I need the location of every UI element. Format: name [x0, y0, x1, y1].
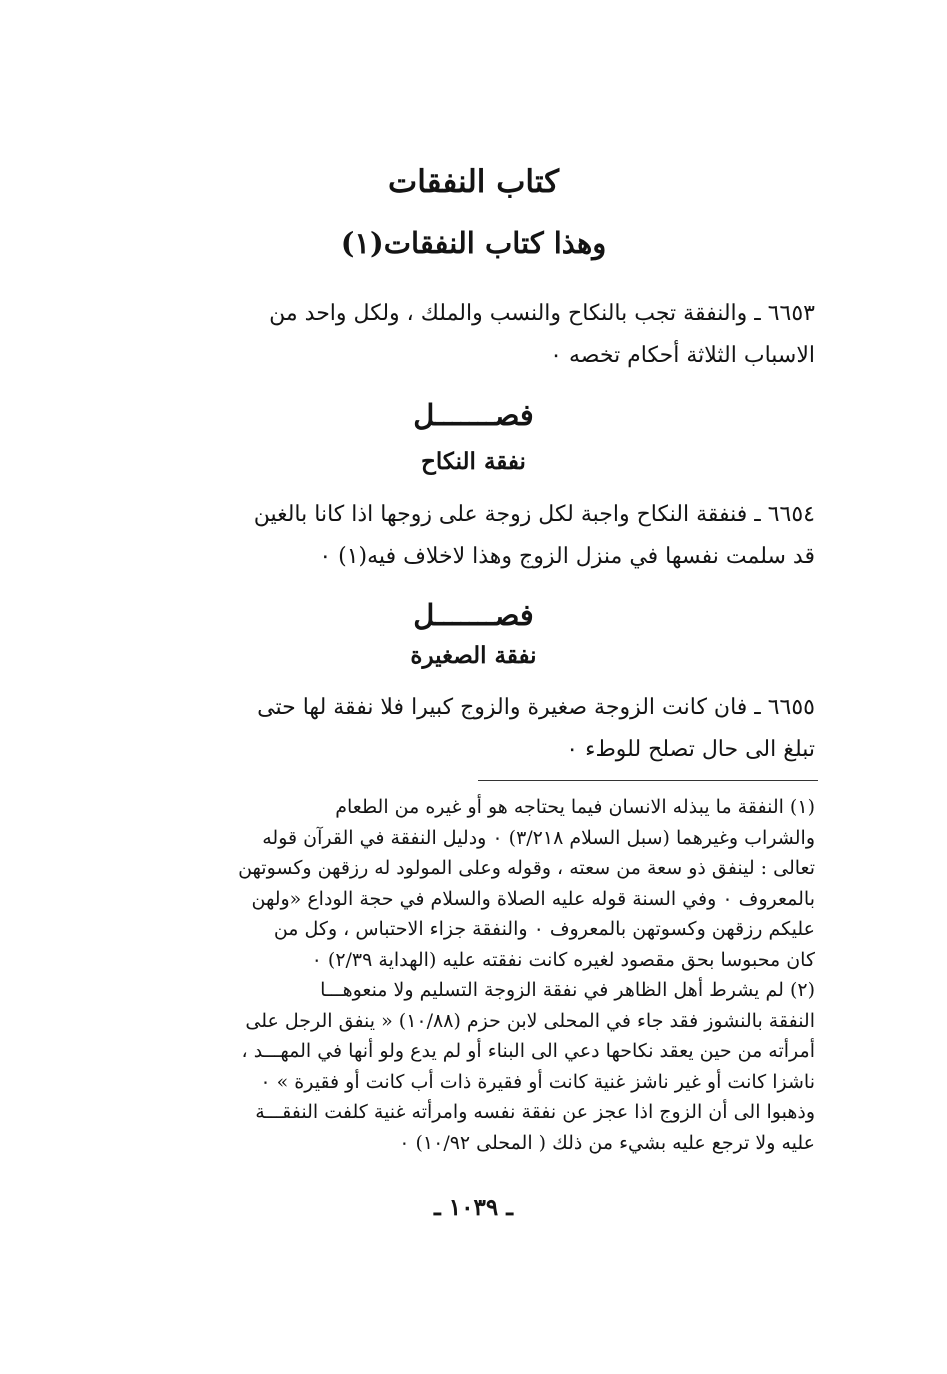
- chapter-heading: وهذا كتاب النفقات(١): [340, 226, 607, 260]
- footnote-line: بالمعروف ٠ وفي السنة قوله عليه الصلاة والسلام في حجة الوداع «ولهن: [251, 887, 815, 910]
- paragraph-line: تبلغ الى حال تصلح للوطء ٠: [566, 737, 815, 762]
- footnote-line: تعالى : لينفق ذو سعة من سعته ، وقوله وعلى المولود له رزقهن وكسوتهن: [238, 857, 815, 879]
- footnote-1: [175, 792, 815, 975]
- paragraph-line: ٦٦٥٤ ـ فنفقة النكاح واجبة لكل زوجة على زوجها اذا كانا بالغين: [253, 502, 815, 527]
- footnote-line: كان محبوسا بحق مقصود لغيره كانت نفقته عليه (الهداية ٢/٣٩) ٠: [311, 948, 815, 971]
- page-number: ـ ١٠٣٩ ـ: [434, 1194, 513, 1221]
- footnote-line: والشراب وغيرهما (سبل السلام ٣/٢١٨) ٠ ودليل النفقة في القرآن قوله: [262, 826, 815, 849]
- footnote-divider: [478, 780, 818, 781]
- footnote-line: عليكم رزقهن وكسوتهن بالمعروف ٠ والنفقة جزاء الاحتباس ، وكل من: [273, 918, 815, 940]
- footnote-line: وذهبوا الى أن الزوج اذا عجز عن نفقة نفسه وامرأته غنية كلفت النفقـــة: [255, 1101, 815, 1123]
- paragraph-6654: [175, 494, 815, 578]
- footnote-line: النفقة بالنشوز فقد جاء في المحلى لابن حزم (١٠/٨٨) « ينفق الرجل على: [245, 1009, 815, 1032]
- footnote-line: (٢) لم يشرط أهل الظاهر في نفقة الزوجة التسليم ولا منعوهـــا: [320, 979, 815, 1001]
- section-subtitle-2: نفقة الصغيرة: [410, 642, 537, 669]
- paragraph-6653: [175, 293, 815, 377]
- section-label-1: فصـــــــل: [413, 398, 534, 432]
- footnote-line: ناشزا كانت أو غير ناشز غنية كانت أو فقيرة ذات أب كانت أو فقيرة » ٠: [260, 1070, 815, 1093]
- footnote-line: أمرأته من حين يعقد نكاحها دعي الى البناء أو لم يدع ولو أنها في المهـــد ،: [241, 1040, 815, 1062]
- footnote-2: [175, 975, 815, 1158]
- book-title: كتاب النفقات: [388, 164, 559, 200]
- paragraph-6655: [175, 687, 815, 771]
- footnote-line: (١) النفقة ما يبذله الانسان فيما يحتاجه هو أو غيره من الطعام: [335, 796, 815, 818]
- paragraph-line: قد سلمت نفسها في منزل الزوج وهذا لاخلاف فيه(١) ٠: [319, 544, 815, 569]
- section-subtitle-1: نفقة النكاح: [421, 448, 526, 475]
- paragraph-line: الاسباب الثلاثة أحكام تخصه ٠: [550, 343, 815, 368]
- section-label-2: فصـــــــل: [413, 598, 534, 632]
- paragraph-line: ٦٦٥٥ ـ فان كانت الزوجة صغيرة والزوج كبيرا فلا نفقة لها حتى: [257, 695, 815, 720]
- paragraph-line: ٦٦٥٣ ـ والنفقة تجب بالنكاح والنسب والملك ، ولكل واحد من: [269, 301, 815, 326]
- footnote-line: عليه ولا ترجع عليه بشيء من ذلك ( المحلى ١٠/٩٢) ٠: [399, 1131, 815, 1154]
